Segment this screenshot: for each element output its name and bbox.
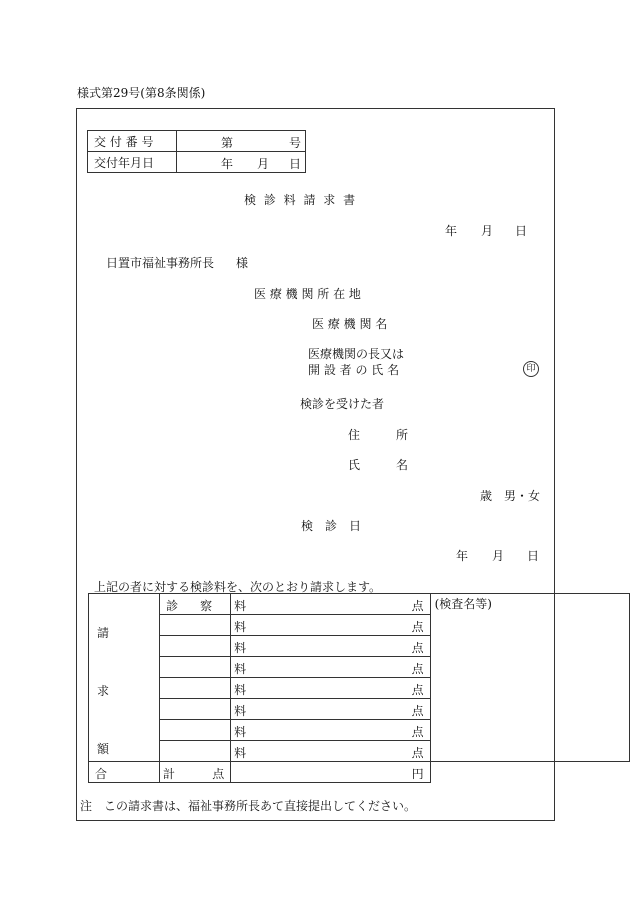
side-label-3: 額 <box>97 742 110 756</box>
fee-label: 料 <box>234 641 247 655</box>
point-unit: 点 <box>411 599 424 613</box>
item-label-char-3: 料 <box>234 599 247 613</box>
points-cell[interactable] <box>231 741 430 762</box>
institution-address-label: 医 療 機 関 所 在 地 <box>254 287 361 301</box>
points-cell[interactable] <box>231 615 430 636</box>
footnote: 注 この請求書は、福祉事務所長あて直接提出してください。 <box>80 799 417 813</box>
addressee-suffix: 様 <box>236 256 249 270</box>
fee-table <box>88 593 630 783</box>
points-cell[interactable] <box>231 699 430 720</box>
exam-date-day: 日 <box>527 549 540 563</box>
point-unit: 点 <box>411 662 424 676</box>
examinee-name-label-1: 氏 <box>348 458 361 472</box>
request-date-month: 月 <box>481 224 494 238</box>
total-label-char-1: 合 <box>95 767 108 781</box>
institution-head-label-1: 医療機関の長又は <box>308 347 405 361</box>
point-unit: 点 <box>411 704 424 718</box>
examinee-heading: 検診を受けた者 <box>300 397 385 411</box>
total-label-char-2: 計 <box>163 767 176 781</box>
issue-number-row <box>88 131 306 152</box>
document-title: 検 診 料 請 求 書 <box>244 193 358 207</box>
issue-date-label: 交付年月日 <box>88 152 177 173</box>
points-cell[interactable] <box>231 720 430 741</box>
exam-date-month: 月 <box>492 549 505 563</box>
issue-number-suffix: 号 <box>289 136 302 150</box>
points-cell[interactable] <box>231 594 430 615</box>
total-row <box>89 762 630 783</box>
issue-number-value[interactable] <box>177 131 306 152</box>
points-cell[interactable] <box>231 678 430 699</box>
total-points-cell[interactable] <box>160 762 231 783</box>
fee-label: 料 <box>234 746 247 760</box>
fee-item-cell <box>160 615 247 636</box>
issue-date-day: 日 <box>289 157 302 171</box>
addressee: 日置市福祉事務所長 <box>106 256 215 270</box>
fee-label: 料 <box>234 683 247 697</box>
examinee-age-sex: 歳 男・女 <box>480 489 541 503</box>
issue-date-row <box>88 152 306 173</box>
issue-table <box>87 130 306 173</box>
fee-row <box>89 594 630 615</box>
institution-head-label-2: 開 設 者 の 氏 名 <box>308 363 400 377</box>
fee-label: 料 <box>234 662 247 676</box>
item-label-char-1: 診 <box>166 599 179 613</box>
point-unit: 点 <box>411 620 424 634</box>
points-cell[interactable] <box>231 636 430 657</box>
total-label-cell <box>89 762 176 783</box>
point-unit: 点 <box>212 767 225 781</box>
fee-item-cell <box>160 741 247 762</box>
side-label-cell <box>89 594 160 762</box>
issue-date-value[interactable] <box>177 152 306 173</box>
institution-name-label: 医 療 機 関 名 <box>312 317 388 331</box>
request-date-year: 年 <box>445 224 458 238</box>
total-yen-cell[interactable] <box>231 762 430 783</box>
request-date-day: 日 <box>515 224 528 238</box>
yen-unit: 円 <box>411 767 424 781</box>
fee-label: 料 <box>234 725 247 739</box>
point-unit: 点 <box>411 683 424 697</box>
request-sentence: 上記の者に対する検診料を、次のとおり請求します。 <box>94 580 382 594</box>
fee-item-cell <box>160 699 247 720</box>
issue-number-prefix: 第 <box>221 136 234 150</box>
fee-item-cell <box>160 720 247 741</box>
fee-item-cell <box>160 594 247 615</box>
fee-label: 料 <box>234 704 247 718</box>
examinee-address-label-1: 住 <box>348 428 361 442</box>
exam-date-label: 検 診 日 <box>301 519 362 533</box>
fee-label: 料 <box>234 620 247 634</box>
item-label-char-2: 察 <box>200 599 213 613</box>
point-unit: 点 <box>411 725 424 739</box>
examinee-address-label-2: 所 <box>396 428 409 442</box>
point-unit: 点 <box>411 746 424 760</box>
exam-date-year: 年 <box>456 549 469 563</box>
examinee-name-label-2: 名 <box>396 458 409 472</box>
seal-mark <box>523 360 539 377</box>
seal-icon: 印 <box>523 361 539 377</box>
note-cell[interactable] <box>430 594 629 762</box>
fee-item-cell <box>160 636 247 657</box>
fee-item-cell <box>160 657 247 678</box>
point-unit: 点 <box>411 641 424 655</box>
issue-date-month: 月 <box>257 157 270 171</box>
fee-item-cell <box>160 678 247 699</box>
points-cell[interactable] <box>231 657 430 678</box>
side-label-2: 求 <box>97 684 110 698</box>
form-number: 様式第29号(第8条関係) <box>77 86 206 100</box>
side-label-1: 請 <box>97 626 110 640</box>
issue-number-label: 交 付 番 号 <box>88 131 177 152</box>
issue-date-year: 年 <box>221 157 234 171</box>
note-header: (検査名等) <box>434 597 492 611</box>
